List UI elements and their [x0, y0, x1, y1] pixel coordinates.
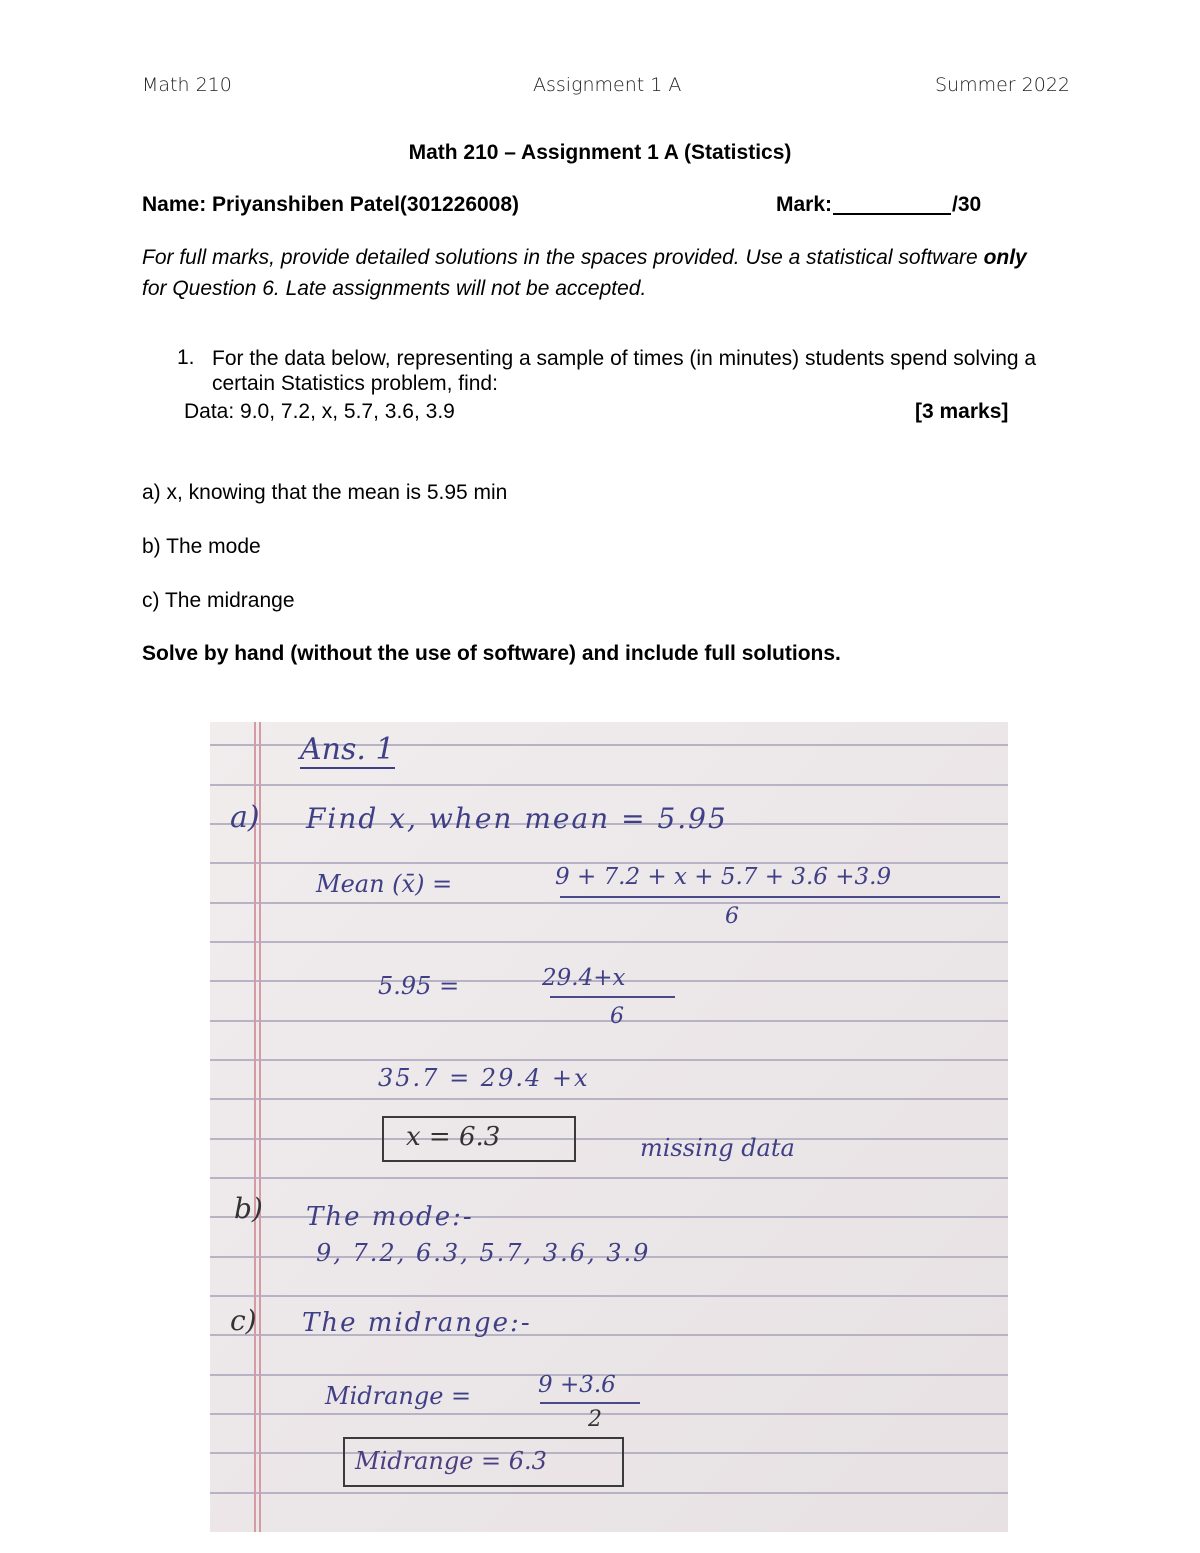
instructions-emphasis: only: [983, 246, 1027, 269]
hw-part-b-label: b): [234, 1192, 263, 1225]
mark-blank: [833, 193, 951, 215]
question-part-b: b) The mode: [142, 535, 261, 558]
question-number: 1.: [177, 346, 195, 369]
mark-total: /30: [952, 193, 982, 216]
hw-mode-values: 9, 7.2, 6.3, 5.7, 3.6, 3.9: [316, 1239, 651, 1267]
hw-part-b-heading: The mode:-: [306, 1202, 474, 1232]
question-part-a: a) x, knowing that the mean is 5.95 min: [142, 481, 508, 504]
hw-midrange-numerator: 9 +3.6: [538, 1372, 616, 1398]
hw-eq3: 35.7 = 29.4 +x: [378, 1064, 590, 1092]
question-data: Data: 9.0, 7.2, x, 5.7, 3.6, 3.9: [184, 400, 455, 423]
instructions: For full marks, provide detailed solutions in the spaces provided. Use a statistical software only for Question 6. Late assignments will not be accepted.: [142, 246, 1027, 300]
hw-eq2-numerator: 29.4+x: [542, 965, 626, 991]
header-term: Summer 2022: [935, 74, 1071, 96]
question-part-c: c) The midrange: [142, 589, 295, 612]
hw-mean-fraction-bar: [560, 896, 1000, 898]
mark-field: [776, 193, 981, 217]
hw-result-x-box: [382, 1116, 576, 1162]
hw-answer-label: Ans. 1: [300, 732, 395, 767]
hw-eq2-denominator: 6: [610, 1004, 624, 1029]
hw-mean-lhs: Mean (x̄) =: [316, 870, 453, 898]
hw-part-a-heading: Find x, when mean = 5.95: [306, 802, 728, 835]
student-name: Name: Priyanshiben Patel(301226008): [142, 193, 520, 216]
solve-instruction: Solve by hand (without the use of software) and include full solutions.: [142, 642, 841, 665]
question-marks: [3 marks]: [915, 400, 1009, 423]
handwritten-solution-photo: [210, 722, 1008, 1532]
question-text: For the data below, representing a sample of times (in minutes) students spend solving a certain Statistics problem, find:: [212, 347, 1037, 395]
hw-midrange-result: Midrange = 6.3: [355, 1447, 547, 1475]
hw-midrange-denominator: 2: [588, 1407, 602, 1432]
header-course: Math 210: [142, 74, 232, 96]
hw-midrange-fraction-bar: [540, 1402, 640, 1404]
hw-part-a-label: a): [230, 800, 260, 835]
hw-eq2-lhs: 5.95 =: [378, 972, 460, 1000]
page-title: Math 210 – Assignment 1 A (Statistics): [408, 141, 792, 164]
hw-mean-numerator: 9 + 7.2 + x + 5.7 + 3.6 +3.9: [555, 864, 892, 890]
mark-label: Mark:: [776, 193, 833, 216]
hw-part-c-heading: The midrange:-: [302, 1308, 532, 1338]
header-assignment: Assignment 1 A: [533, 74, 682, 96]
hw-result-x: x = 6.3: [406, 1122, 501, 1152]
hw-mean-denominator: 6: [725, 904, 739, 929]
hw-midrange-result-box: [343, 1437, 624, 1487]
hw-part-c-label: c): [230, 1304, 257, 1337]
hw-eq2-fraction-bar: [550, 996, 675, 998]
hw-midrange-lhs: Midrange =: [325, 1382, 472, 1410]
hw-missing-data: missing data: [640, 1134, 795, 1162]
